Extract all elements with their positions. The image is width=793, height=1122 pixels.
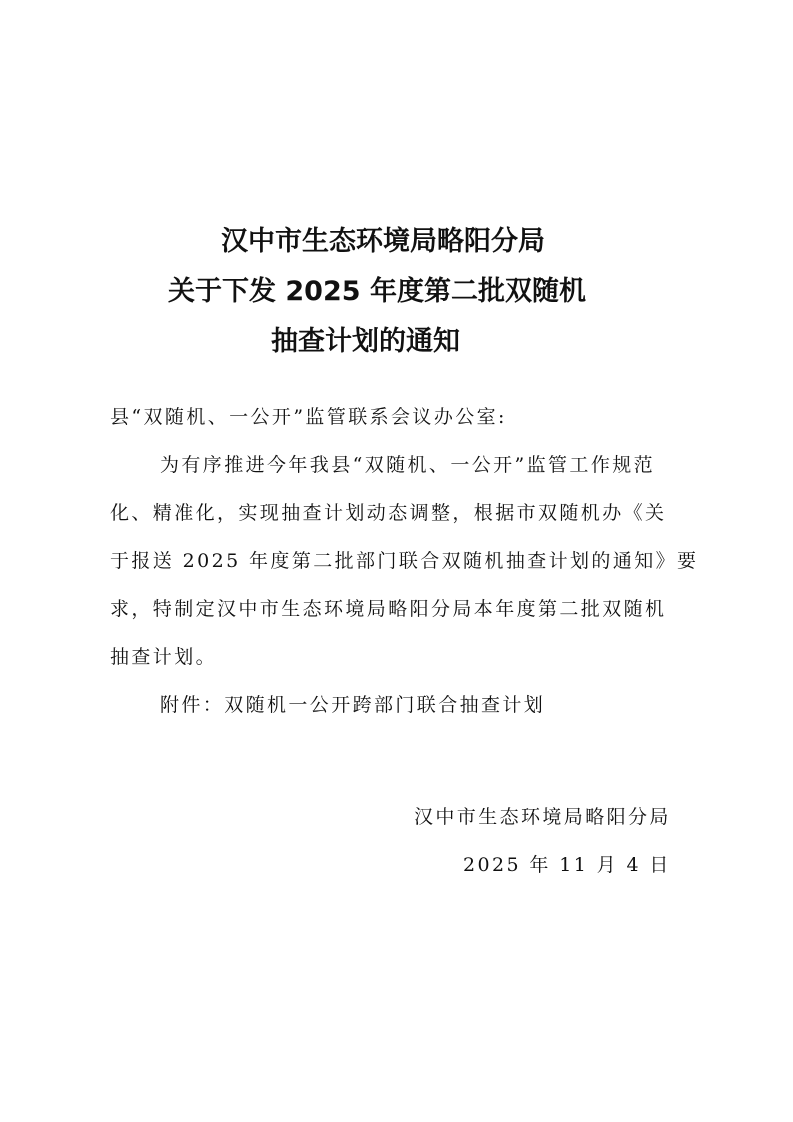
signature-organization: 汉中市生态环境局略阳分局: [414, 806, 671, 828]
addressee: 县“双随机、一公开”监管联系会议办公室:: [110, 406, 507, 428]
body-line-4: 求，特制定汉中市生态环境局略阳分局本年度第二批双随机: [110, 598, 667, 620]
body-line-3: 于报送 2025 年度第二批部门联合双随机抽查计划的通知》要: [110, 550, 699, 572]
body-line-2: 化、精准化，实现抽查计划动态调整，根据市双随机办《关: [110, 502, 667, 524]
attachment-note: 附件：双随机一公开跨部门联合抽查计划: [160, 694, 546, 716]
title-line-1: 汉中市生态环境局略阳分局: [221, 226, 545, 257]
title-line-2: 关于下发 2025 年度第二批双随机: [168, 276, 586, 307]
signature-date: 2025 年 11 月 4 日: [463, 854, 671, 876]
body-line-5: 抽查计划。: [110, 646, 218, 668]
title-line-3: 抽查计划的通知: [271, 326, 460, 357]
body-line-1: 为有序推进今年我县“双随机、一公开”监管工作规范: [160, 454, 656, 476]
